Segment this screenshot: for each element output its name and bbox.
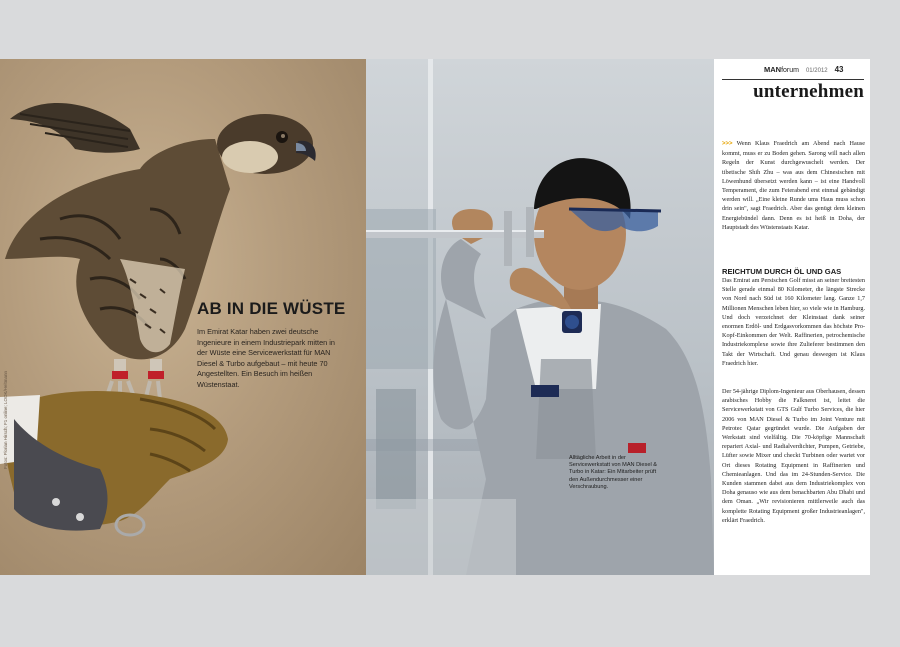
magazine-name-bold: MAN xyxy=(764,65,782,74)
header-rule xyxy=(722,79,864,80)
middle-page xyxy=(366,59,714,575)
article-paragraph-1 xyxy=(722,139,865,232)
section-title: unternehmen xyxy=(753,81,864,102)
right-page xyxy=(714,59,870,575)
paragraph-1-text: Wenn Klaus Fraedrich am Abend nach Hause kommt, muss er zu Boden gehen. Sarong will nach allen Regeln der Kunst durchgewuschelt werden. Der tibetische Shih Zhu – was aus dem Chinesischen mit Löwenhund übersetzt werden kann – ist eine Handvoll Temperament, die zum Feierabend erst einmal gebändigt werden will. „Eine kleine Runde ums Haus muss schon drin sein", sagt Fraedrich. Aber das genügt dem kleinen Energiebündel dann. Denn es ist heiß in Doha, der Hauptstadt des Wüstenstaats Katar. xyxy=(722,140,865,231)
photo-credit: Fotos: Florian Hirsch; F1 online; LOOK/Heltmann xyxy=(3,370,8,469)
article-paragraph-2: Das Emirat am Persischen Golf misst an seiner breitesten Stelle gerade einmal 80 Kilometer, die längste Strecke von Nord nach Süd ist 160 Kilometer lang. Ganze 1,7 Millionen Menschen leben hier, so viele wie in Hamburg. Und doch verzeichnet der Kleinstaat dank seiner enormen Erdöl- und Erdgasvorkommen das höchste Pro-Kopf-Einkommen der Welt. Raffinerien, petrochemische Industriekomplexe sowie ihre Zulieferer bestimmen den Takt der Wirtschaft. Und genau deswegen ist Klaus Fraedrich hier. xyxy=(722,277,865,367)
article-paragraph-3: Der 54-jährige Diplom-Ingenieur aus Oberhausen, dessen arabisches Hobby die Falknerei ist, leitet die Servicewerkstatt von GTS Gulf Turbo Services, die hier 2006 von MAN Diesel & Turbo im Joint Venture mit Petrotec Qatar gegründet wurde. Die Aufgaben der Werkstatt sind vielfältig. Die 70-köpfige Mannschaft repariert Axial- und Radialverdichter, Pumpen, Getriebe, Lüfter sowie Mixer und checkt Turbinen oder wartet vor Ort dieses Rotating Equipment in Raffinerien und Chemieanlagen. Und das im 24-Stunden-Service. Die Kunden stammen dabei aus dem Industriekomplex von Doha genauso wie aus dem benachbarten Abu Dhabi und dem Oman. „Wir revisionieren mittlerweile auch das komplette Rotating Equipment großer Industrieanlagen", erklärt Fraedrich. xyxy=(722,388,865,524)
magazine-name-rest: forum xyxy=(781,67,799,74)
photo-caption: Alltägliche Arbeit in der Servicewerkstatt von MAN Diesel & Turbo in Katar: Ein Mitarbeiter prüft den Außendurchmesser einer Verschraubung. xyxy=(569,455,657,490)
left-page xyxy=(0,59,366,575)
magazine-spread xyxy=(0,59,870,575)
issue-number: 01/2012 xyxy=(805,68,828,74)
article-subhead: REICHTUM DURCH ÖL UND GAS xyxy=(722,267,842,276)
article-headline: AB IN DIE WÜSTE xyxy=(197,299,346,318)
page-header xyxy=(764,65,864,75)
lead-marker: >>> xyxy=(722,141,733,147)
article-intro: Im Emirat Katar haben zwei deutsche Ingenieure in einem Industriepark mitten in der Wüste eine Servicewerkstatt für MAN Diesel & Turbo aufgebaut – mit heute 70 Angestellten. Ein Besuch im heißen Wüstenstaat. xyxy=(197,327,335,389)
page-number: 43 xyxy=(834,65,844,74)
worker-with-caliper-image xyxy=(366,59,714,575)
